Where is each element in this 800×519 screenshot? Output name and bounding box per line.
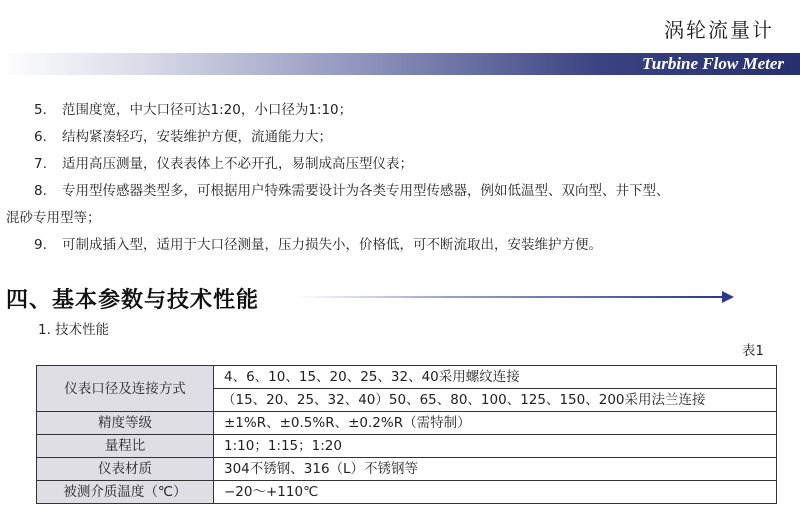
item-number: 9.	[34, 237, 47, 253]
item-number: 8.	[34, 183, 47, 199]
table-row	[37, 458, 777, 481]
item-text: 混砂专用型等；	[6, 210, 101, 226]
row-value: 1:10；1:15；1:20	[214, 435, 777, 458]
item-number: 7.	[34, 156, 47, 172]
list-item	[0, 97, 800, 124]
spec-table	[36, 365, 777, 504]
table-row	[37, 412, 777, 435]
sub-heading: 1. 技术性能	[38, 322, 110, 338]
item-text: 专用型传感器类型多，可根据用户特殊需要设计为各类专用型传感器，例如低温型、双向型、井下型、	[62, 183, 670, 199]
list-item	[0, 178, 800, 205]
row-value: ±1%R、±0.5%R、±0.2%R（需特制）	[214, 412, 777, 435]
table-row	[37, 435, 777, 458]
row-value: −20～+110℃	[214, 481, 777, 504]
list-item	[0, 151, 800, 178]
table-number-label: 表1	[741, 343, 764, 359]
feature-list	[0, 97, 800, 259]
item-number: 5.	[34, 102, 47, 118]
row-label: 仪表材质	[37, 458, 214, 481]
row-label: 仪表口径及连接方式	[37, 366, 214, 412]
title-banner	[0, 53, 800, 75]
item-text: 范围度宽，中大口径可达1:20，小口径为1:10；	[62, 102, 353, 118]
item-text: 适用高压测量，仪表表体上不必开孔，易制成高压型仪表；	[62, 156, 413, 172]
list-item	[0, 124, 800, 151]
row-value: 304不锈钢、316（L）不锈钢等	[214, 458, 777, 481]
row-label: 精度等级	[37, 412, 214, 435]
page-title-cn: 涡轮流量计	[664, 18, 774, 42]
list-item-continuation	[0, 205, 800, 232]
row-label: 被测介质温度（℃）	[37, 481, 214, 504]
row-label: 量程比	[37, 435, 214, 458]
item-number: 6.	[34, 129, 47, 145]
section-arrow-icon	[296, 290, 734, 304]
table-row	[37, 481, 777, 504]
section-title: 四、基本参数与技术性能	[6, 288, 260, 313]
item-text: 结构紧凑轻巧，安装维护方便，流通能力大；	[62, 129, 332, 145]
row-value: （15、20、25、32、40）50、65、80、100、125、150、200采用法兰连接	[214, 389, 777, 412]
table-row	[37, 366, 777, 389]
row-value: 4、6、10、15、20、25、32、40采用螺纹连接	[214, 366, 777, 389]
banner-title-en: Turbine Flow Meter	[642, 54, 784, 73]
list-item	[0, 232, 800, 259]
item-text: 可制成插入型，适用于大口径测量，压力损失小，价格低，可不断流取出，安装维护方便。	[62, 237, 602, 253]
